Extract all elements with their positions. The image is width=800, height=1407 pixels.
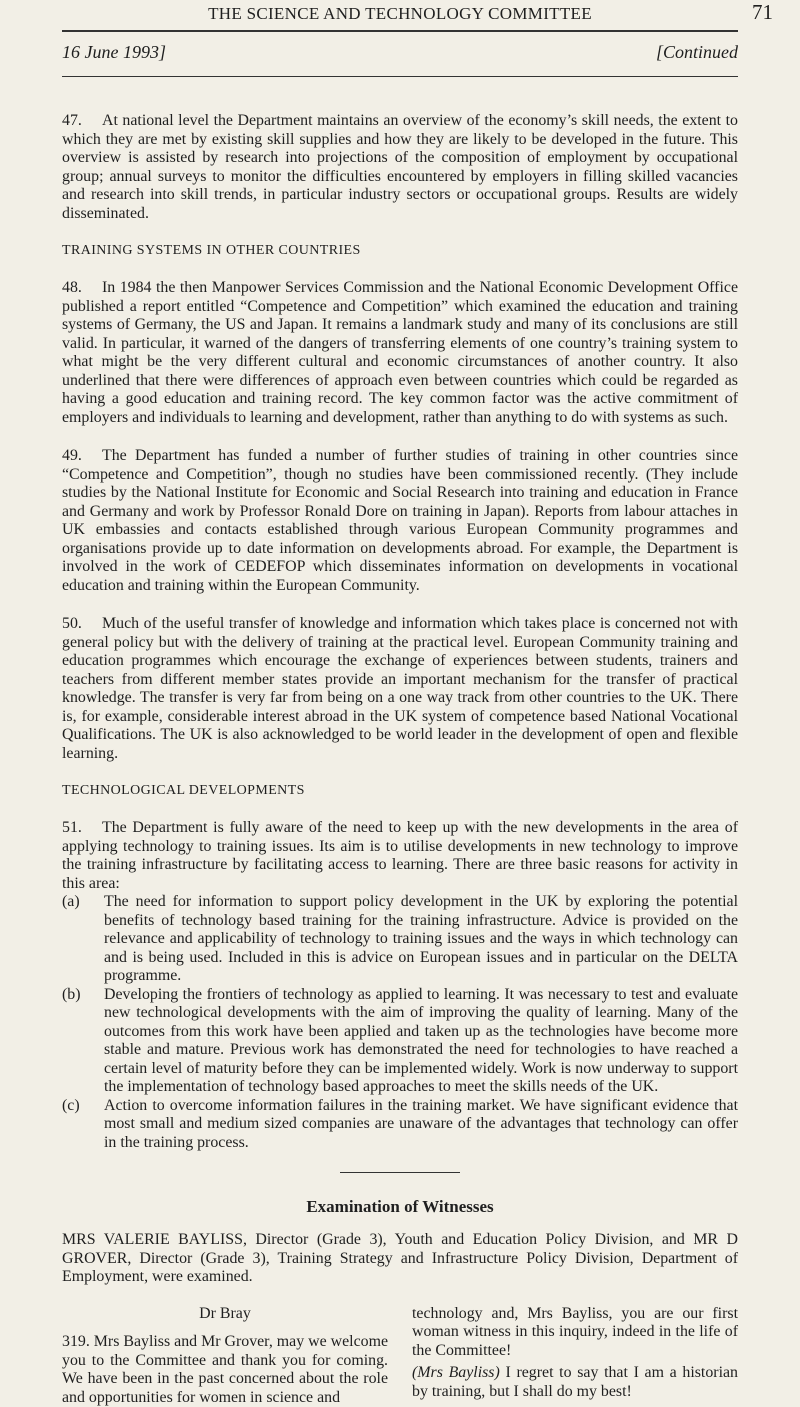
paragraph-51 — [62, 819, 738, 893]
reasons-list — [62, 893, 738, 1152]
paragraph-text: At national level the Department maintains an overview of the economy’s skill needs, the extent to which they are met by existing skill supplies and how they are likely to be developed in the future. This overview is assisted by research into projections of the composition of employment by occupational group; annual surveys to monitor the difficulties encountered by employers in filling skilled vacancies and research into skill trends, in particular industry sectors or occupational groups. Results are widely disseminated. — [62, 112, 738, 222]
item-text: Action to overcome information failures in the training market. We have significant evidence that most small and medium sized companies are unaware of the advantages that technology can offer in the training process. — [104, 1097, 738, 1153]
paragraph-number: 51. — [62, 819, 102, 838]
left-column — [62, 1305, 388, 1407]
list-item — [62, 986, 738, 1097]
list-item — [62, 893, 738, 986]
answer — [412, 1364, 738, 1401]
item-label: (b) — [62, 986, 104, 1097]
witness-list: MRS VALERIE BAYLISS, Director (Grade 3), Youth and Education Policy Division, and MR D GROVER, Director (Grade 3), Training Strategy and Infrastructure Policy Division, Department of Employment, were examined. — [62, 1231, 738, 1287]
paragraph-48 — [62, 279, 738, 427]
testimony-columns — [62, 1305, 738, 1407]
page-number: 71 — [752, 0, 773, 25]
top-rule — [62, 30, 738, 32]
answer-text: I regret to say that I am a historian by training, but I shall do my best! — [412, 1364, 738, 1400]
paragraph-text: The Department is fully aware of the need to keep up with the new developments in the area of applying technology to training issues. Its aim is to utilise developments in new technology to improve the training infrastructure by facilitating access to learning. There are three basic reasons for activity in this area: — [62, 819, 738, 892]
answer-speaker: (Mrs Bayliss) — [412, 1364, 500, 1381]
question-text: 319. Mrs Bayliss and Mr Grover, may we welcome you to the Committee and thank you for coming. We have been in the past concerned about the role and opportunities for women in science and — [62, 1333, 388, 1407]
item-text: Developing the frontiers of technology as applied to learning. It was necessary to test and evaluate new technological developments with the aim of improving the quality of learning. Many of the outcomes from this work have been applied and taken up as the technologies have become more stable and mature. Previous work has demonstrated the need for technologies to have reached a certain level of maturity before they can be implemented widely. Work is now underway to support the implementation of technology based approaches to meet the skills needs of the UK. — [104, 986, 738, 1097]
examination-heading: Examination of Witnesses — [62, 1197, 738, 1217]
paragraph-text: In 1984 the then Manpower Services Commission and the National Economic Development Office published a report entitled “Competence and Competition” which examined the education and training systems of Germany, the US and Japan. It remains a landmark study and many of its conclusions are still valid. In particular, it warned of the dangers of transferring elements of one country’s training system to what might be the very different cultural and economic circumstances of another country. It also underlined that there were differences of approach even between countries which could be regarded as having a good education and training record. The key common factor was the active commitment of employers and individuals to learning and development, rather than anything to do with systems as such. — [62, 279, 738, 426]
document-body — [62, 112, 738, 1407]
paragraph-49 — [62, 447, 738, 595]
paragraph-text: Much of the useful transfer of knowledge and information which takes place is concerned not with general policy but with the delivery of training at the practical level. European Community training and education programmes which encourage the exchange of experiences between students, trainers and teachers from different member states provide an important mechanism for the transfer of practical knowledge. The transfer is very far from being on a one way track from other countries to the UK. There is, for example, considerable interest abroad in the UK system of competence based National Vocational Qualifications. The UK is also acknowledged to be world leader in the development of open and flexible learning. — [62, 615, 738, 762]
continued-label: [Continued — [656, 42, 738, 63]
sitting-date: 16 June 1993] — [62, 42, 166, 63]
section-heading-technological: TECHNOLOGICAL DEVELOPMENTS — [62, 783, 738, 799]
paragraph-47 — [62, 112, 738, 223]
section-heading-training-systems: TRAINING SYSTEMS IN OTHER COUNTRIES — [62, 243, 738, 259]
speaker-name: Dr Bray — [62, 1305, 388, 1324]
paragraph-number: 50. — [62, 615, 102, 634]
paragraph-text: The Department has funded a number of further studies of training in other countries since “Competence and Competition”, though no studies have been commissioned recently. (They include studies by the National Institute for Economic and Social Research into training and education in France and Germany and work by Professor Ronald Dore on training in Japan). Reports from labour attaches in UK embassies and contacts established through various European Community programmes and organisations provide up to date information on developments abroad. For example, the Department is involved in the work of CEDEFOP which disseminates information on developments in vocational education and training within the European Community. — [62, 447, 738, 594]
item-label: (c) — [62, 1097, 104, 1153]
header-rule — [62, 76, 738, 77]
item-text: The need for information to support policy development in the UK by exploring the potential benefits of technology based training for the training infrastructure. Advice is provided on the relevance and applicability of technology to training issues and the ways in which technology can and is being used. Included in this is advice on European issues and in particular on the DELTA programme. — [104, 893, 738, 986]
paragraph-50 — [62, 615, 738, 763]
list-item — [62, 1097, 738, 1153]
divider — [340, 1172, 460, 1173]
paragraph-number: 48. — [62, 279, 102, 298]
running-title: THE SCIENCE AND TECHNOLOGY COMMITTEE — [0, 4, 800, 24]
paragraph-number: 49. — [62, 447, 102, 466]
question-continued: technology and, Mrs Bayliss, you are our first woman witness in this inquiry, indeed in the life of the Committee! — [412, 1305, 738, 1361]
right-column — [412, 1305, 738, 1407]
paragraph-number: 47. — [62, 112, 102, 131]
item-label: (a) — [62, 893, 104, 986]
